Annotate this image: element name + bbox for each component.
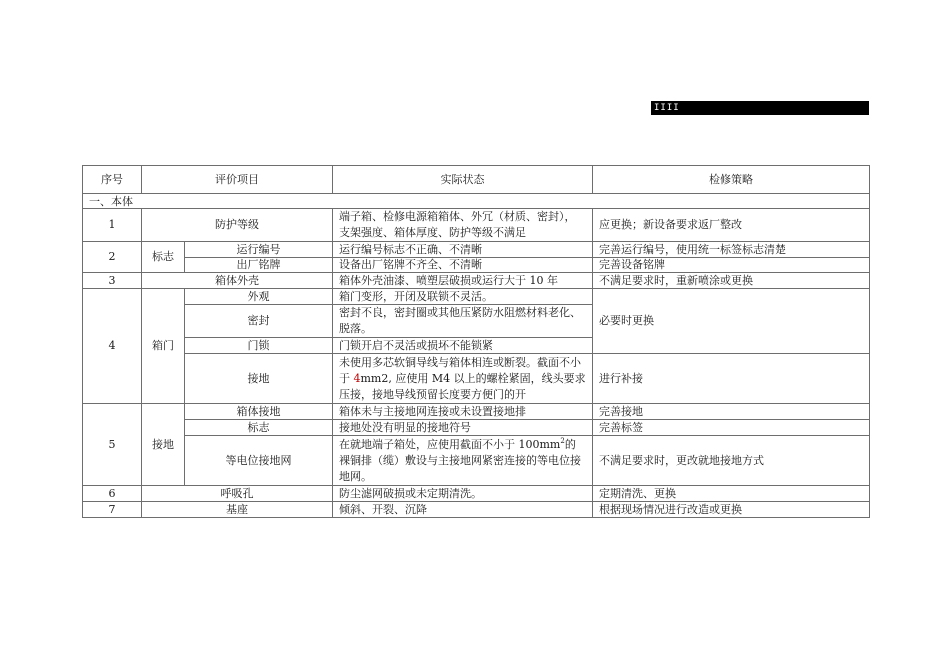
row-state: 箱门变形，开闭及联锁不灵活。 — [333, 289, 593, 305]
row-item: 出厂铭牌 — [185, 258, 333, 273]
row-state: 防尘滤网破损或未定期清洗。 — [333, 486, 593, 502]
row-strategy: 定期清洗、更换 — [593, 486, 870, 502]
row-state — [333, 436, 593, 486]
table-row — [83, 420, 870, 436]
row-strategy: 不满足要求时，重新喷涂或更换 — [593, 273, 870, 289]
row-item: 接地 — [185, 354, 333, 404]
section-title: 一、本体 — [83, 194, 870, 209]
evaluation-table — [82, 165, 870, 518]
table-row — [83, 404, 870, 420]
row-group: 标志 — [142, 242, 185, 273]
table-row — [83, 258, 870, 273]
row-state: 箱体未与主接地网连接或未设置接地排 — [333, 404, 593, 420]
table-row — [83, 289, 870, 305]
table-row — [83, 436, 870, 486]
table-row — [83, 209, 870, 242]
row-item: 外观 — [185, 289, 333, 305]
row-no: 4 — [83, 289, 142, 404]
row-item: 运行编号 — [185, 242, 333, 258]
row-item: 呼吸孔 — [142, 486, 333, 502]
row-item: 防护等级 — [142, 209, 333, 242]
row-strategy: 应更换；新设备要求返厂整改 — [593, 209, 870, 242]
row-item: 箱体接地 — [185, 404, 333, 420]
header-no: 序号 — [83, 166, 142, 194]
table-row — [83, 273, 870, 289]
row-no: 2 — [83, 242, 142, 273]
table-header-row — [83, 166, 870, 194]
row-item: 门锁 — [185, 338, 333, 354]
header-black-bar — [651, 101, 869, 115]
row-strategy: 完善运行编号，使用统一标签标志清楚 — [593, 242, 870, 258]
row-no: 7 — [83, 502, 142, 518]
row-item: 密封 — [185, 305, 333, 338]
row-strategy: 必要时更换 — [593, 289, 870, 354]
row-strategy: 根据现场情况进行改造或更换 — [593, 502, 870, 518]
row-group: 箱门 — [142, 289, 185, 404]
row-state: 密封不良，密封圈或其他压紧防水阻燃材料老化、脱落。 — [333, 305, 593, 338]
row-strategy: 完善设备铭牌 — [593, 258, 870, 273]
state-text-1: 未使用多芯软铜导线与箱体相连或断裂。截面不小于 — [339, 355, 581, 385]
superscript-2: 2 — [560, 436, 565, 445]
table-row — [83, 354, 870, 404]
section-row — [83, 194, 870, 209]
header-bar-marks: IIII — [654, 103, 680, 113]
row-strategy: 完善标签 — [593, 420, 870, 436]
row-item: 基座 — [142, 502, 333, 518]
row-strategy: 进行补接 — [593, 354, 870, 404]
header-state: 实际状态 — [333, 166, 593, 194]
state-text-red: 4 — [353, 371, 361, 385]
state-text-2: 的裸铜排（缆）敷设与主接地网紧密连接的等电位接地网。 — [339, 437, 581, 483]
row-state — [333, 354, 593, 404]
row-no: 1 — [83, 209, 142, 242]
row-state: 设备出厂铭牌不齐全、不清晰 — [333, 258, 593, 273]
row-group: 接地 — [142, 404, 185, 486]
row-strategy: 不满足要求时，更改就地接地方式 — [593, 436, 870, 486]
row-item: 标志 — [185, 420, 333, 436]
state-text-2: mm2, 应使用 M4 以上的螺栓紧固，线头要求压接，接地导线预留长度要方便门的开 — [339, 371, 586, 401]
header-item: 评价项目 — [142, 166, 333, 194]
row-state: 倾斜、开裂、沉降 — [333, 502, 593, 518]
row-item: 箱体外壳 — [142, 273, 333, 289]
table-row — [83, 502, 870, 518]
row-state: 运行编号标志不正确、不清晰 — [333, 242, 593, 258]
row-no: 5 — [83, 404, 142, 486]
row-state: 接地处没有明显的接地符号 — [333, 420, 593, 436]
row-state: 端子箱、检修电源箱箱体、外冗（材质、密封），支架强度、箱体厚度、防护等级不满足 — [333, 209, 593, 242]
row-item: 等电位接地网 — [185, 436, 333, 486]
row-strategy: 完善接地 — [593, 404, 870, 420]
row-state: 箱体外壳油漆、喷塑层破损或运行大于 10 年 — [333, 273, 593, 289]
table-row — [83, 242, 870, 258]
table-row — [83, 486, 870, 502]
row-state: 门锁开启不灵活或损坏不能锁紧 — [333, 338, 593, 354]
header-strategy: 检修策略 — [593, 166, 870, 194]
row-no: 3 — [83, 273, 142, 289]
row-no: 6 — [83, 486, 142, 502]
state-text-1: 在就地端子箱处，应使用截面不小于 100mm — [339, 437, 561, 451]
